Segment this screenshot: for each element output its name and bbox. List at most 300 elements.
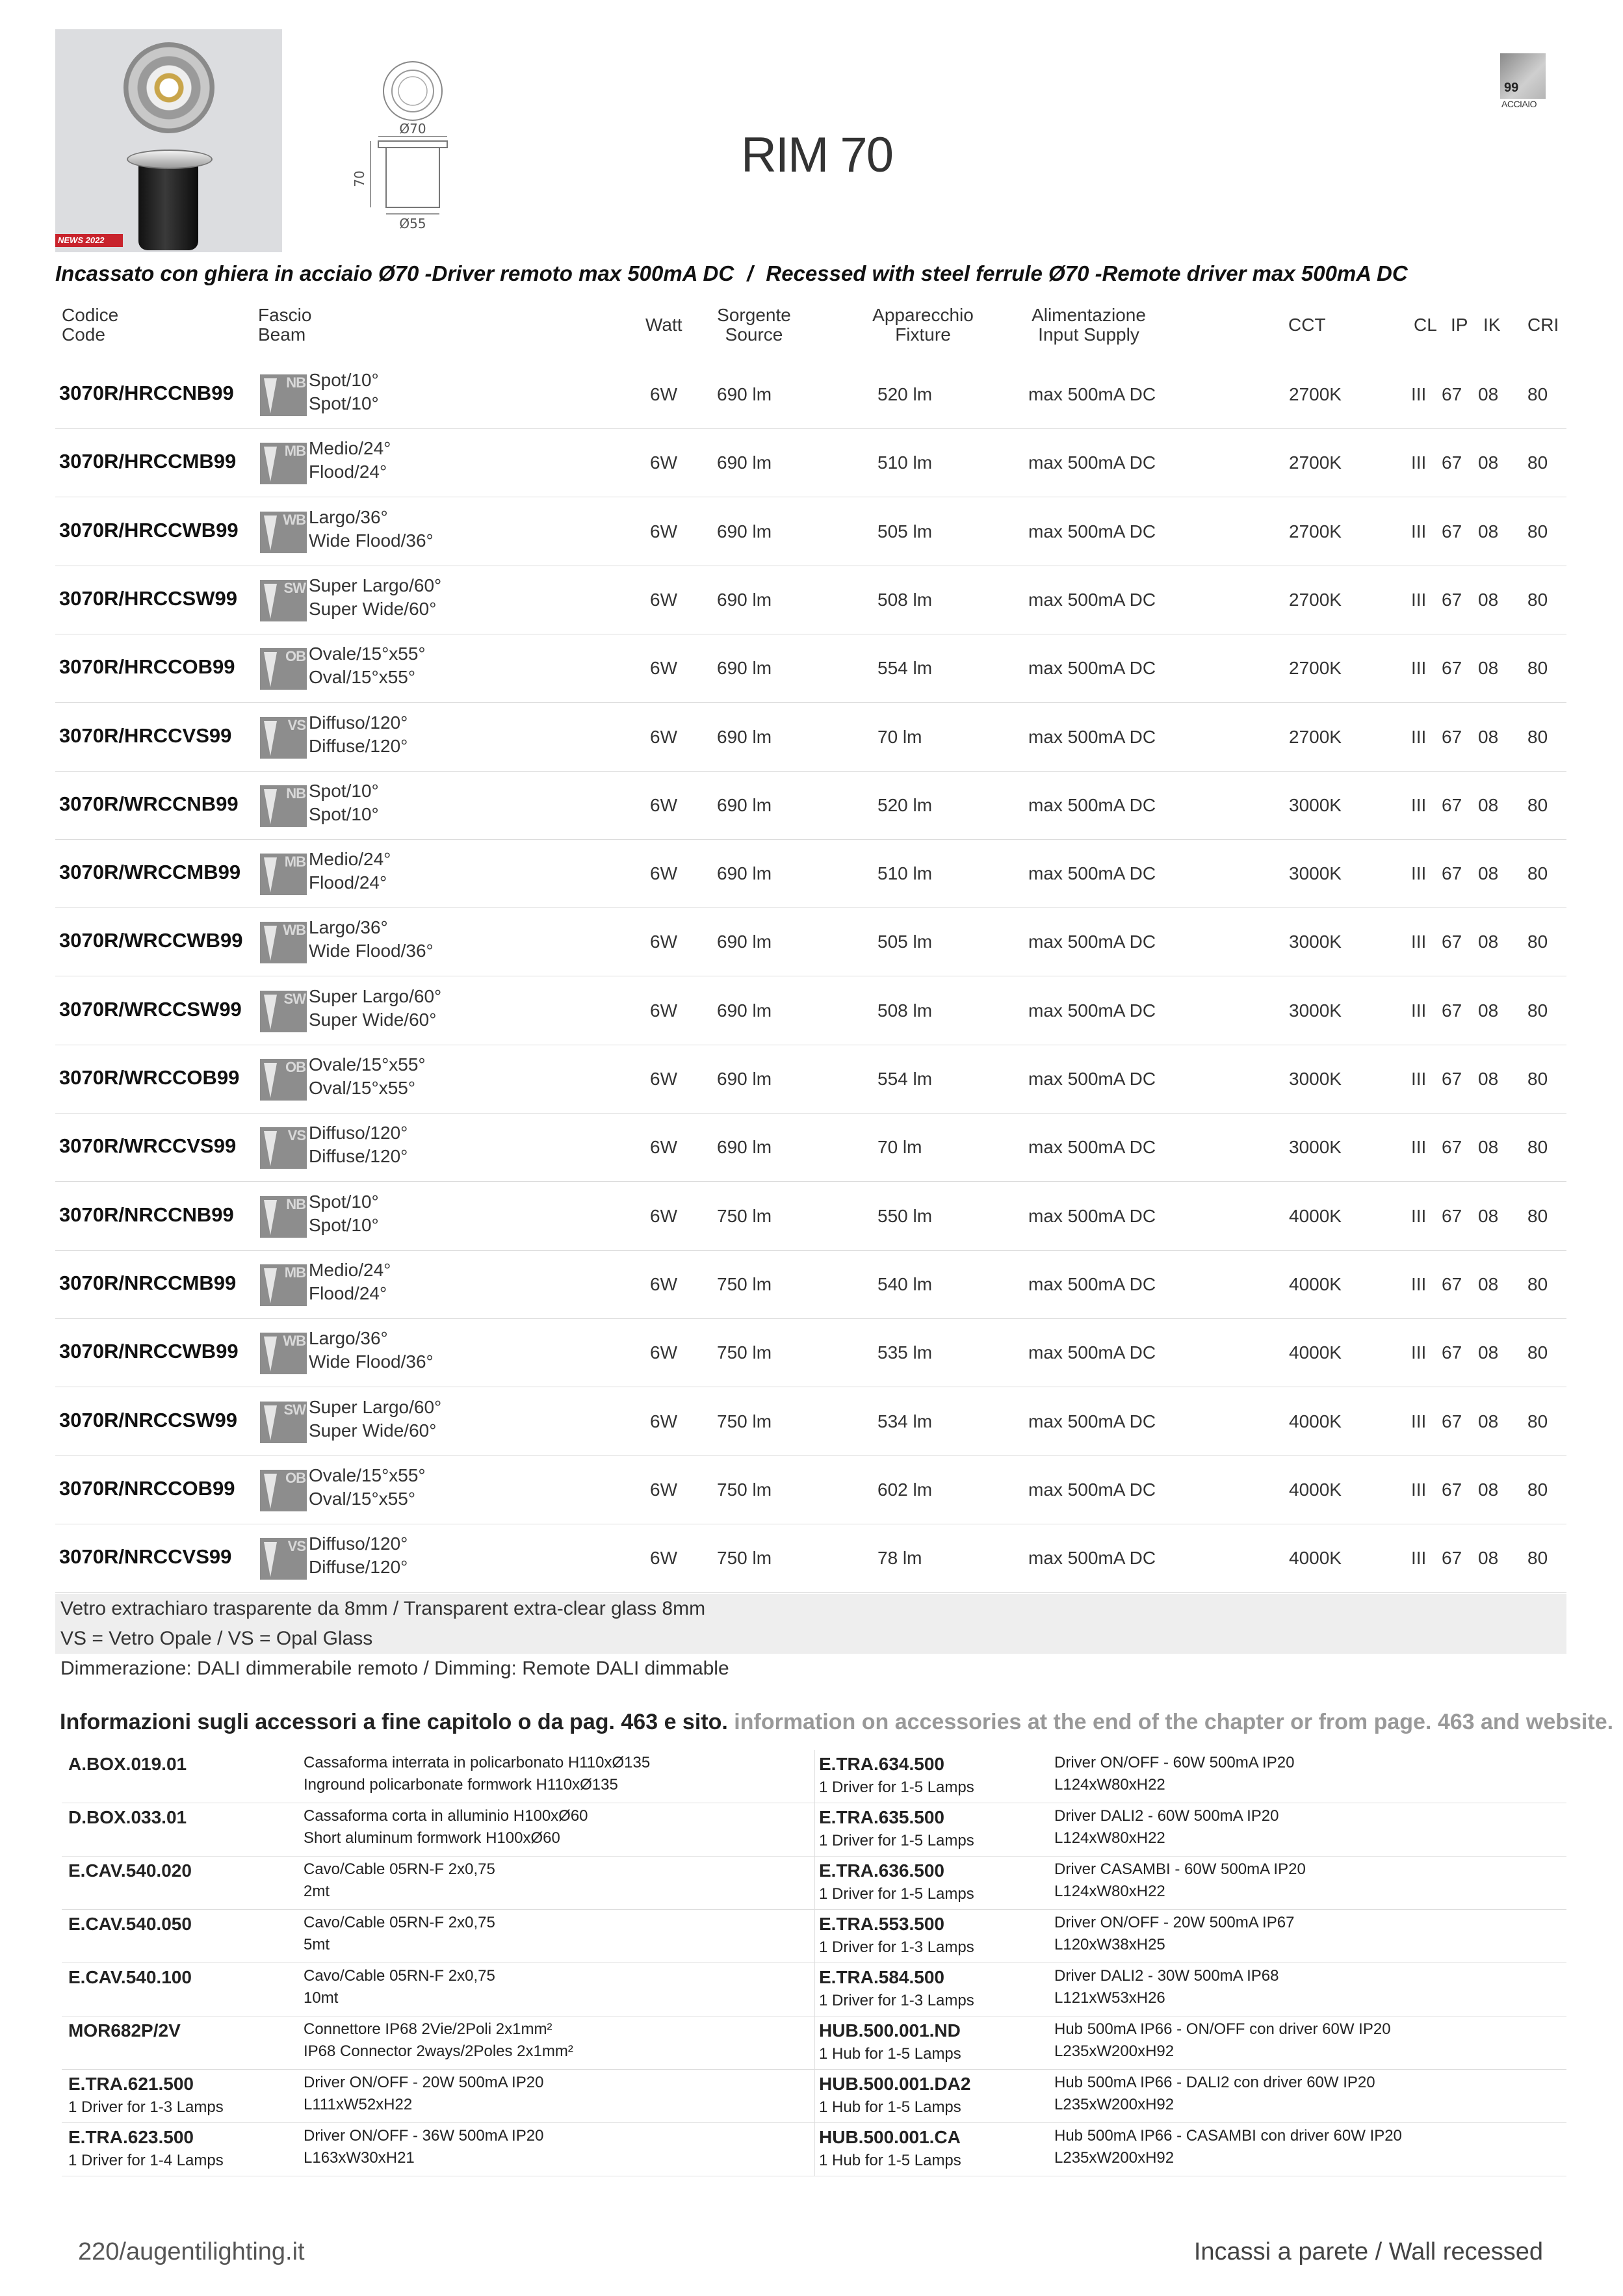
beam-it: Ovale/15°x55° [309,1054,426,1075]
product-code: 3070R/NRCCSW99 [59,1408,237,1431]
cell-supply: max 500mA DC [1028,1000,1156,1021]
beam-shape [264,1200,277,1235]
accessory-note: 1 Driver for 1-3 Lamps [68,2098,224,2116]
product-code: 3070R/WRCCSW99 [59,997,242,1021]
beam-en: Wide Flood/36° [309,941,434,961]
cell-cl: III [1411,932,1427,952]
cell-fixture: 554 lm [877,658,933,679]
cell-watt: 6W [650,589,677,610]
accessory-desc-en: IP68 Connector 2ways/2Poles 2x1mm² [304,2042,573,2060]
accessory-desc-en: 5mt [304,1936,330,1953]
cell-ik: 08 [1478,932,1499,952]
product-code: 3070R/NRCCMB99 [59,1271,237,1294]
beam-en: Oval/15°x55° [309,1488,416,1509]
cell-fixture: 70 lm [877,726,922,747]
beam-en: Spot/10° [309,1214,379,1235]
accessory-desc: Driver CASAMBI - 60W 500mA IP20 [1054,1860,1306,1878]
cell-ik: 08 [1478,1273,1499,1294]
beam-it: Super Largo/60° [309,1396,442,1417]
accessory-code: HUB.500.001.DA2 [819,2074,971,2094]
cell-fixture: 535 lm [877,1342,933,1363]
cell-ik: 08 [1478,1000,1499,1021]
beam-it: Largo/36° [309,1328,388,1349]
accessory-note: 1 Hub for 1-5 Lamps [819,2098,961,2116]
cell-watt: 6W [650,1205,677,1226]
accessory-code: E.TRA.634.500 [819,1754,944,1774]
product-code: 3070R/HRCCOB99 [59,655,235,679]
cell-supply: max 500mA DC [1028,589,1156,610]
accessory-dimensions: L235xW200xH92 [1054,2042,1175,2060]
col-header-code-en: Code [62,324,105,345]
accessory-desc-en: L111xW52xH22 [304,2096,413,2113]
beam-icon-label: NB [286,785,305,802]
cell-fixture: 508 lm [877,1000,933,1021]
beam-icon-label: MB [284,443,305,460]
accessory-code: E.TRA.623.500 [68,2127,194,2147]
accessory-row [62,2016,1566,2070]
accessory-desc-it: Cavo/Cable 05RN-F 2x0,75 [304,1860,495,1878]
beam-en: Spot/10° [309,803,379,824]
cell-supply: max 500mA DC [1028,384,1156,404]
beam-icon [260,785,307,827]
accessory-desc: Driver DALI2 - 30W 500mA IP68 [1054,1967,1279,1985]
cell-cri: 80 [1527,521,1548,541]
product-body [138,159,198,250]
beam-shape [264,584,277,619]
cell-cct: 4000K [1289,1479,1342,1500]
table-row [55,360,1566,429]
cell-supply: max 500mA DC [1028,863,1156,884]
accessory-row [62,1910,1566,1963]
accessory-row [62,1857,1566,1910]
product-flange [127,150,213,169]
cell-ip: 67 [1442,452,1462,473]
beam-text [309,848,391,894]
cell-source: 750 lm [717,1479,772,1500]
accessory-dimensions: L124xW80xH22 [1054,1829,1165,1847]
accessory-dimensions: L121xW53xH26 [1054,1989,1165,2007]
cell-ik: 08 [1478,794,1499,815]
accessories-title-it: Informazioni sugli accessori a fine capitolo o da pag. 463 e sito. [60,1710,728,1734]
accessory-desc-it: Driver ON/OFF - 20W 500mA IP20 [304,2074,544,2091]
cell-cct: 4000K [1289,1342,1342,1363]
column-divider [814,1857,815,1909]
table-row [55,1524,1566,1593]
cell-watt: 6W [650,1273,677,1294]
cell-source: 750 lm [717,1548,772,1569]
subtitle-separator: / [747,261,753,285]
cell-cl: III [1411,726,1427,747]
cell-cct: 3000K [1289,932,1342,952]
table-row [55,566,1566,634]
accessory-dimensions: L120xW38xH25 [1054,1936,1165,1953]
cell-ip: 67 [1442,589,1462,610]
cell-fixture: 505 lm [877,932,933,952]
product-code: 3070R/WRCCOB99 [59,1066,240,1089]
cell-ip: 67 [1442,1411,1462,1431]
product-code: 3070R/WRCCWB99 [59,929,243,952]
cell-source: 750 lm [717,1273,772,1294]
table-row [55,976,1566,1045]
product-code: 3070R/HRCCWB99 [59,518,239,541]
accessory-code: E.TRA.621.500 [68,2074,194,2094]
cell-fixture: 520 lm [877,794,933,815]
cell-watt: 6W [650,863,677,884]
notes [55,1594,1566,1684]
accessory-desc-it: Cassaforma interrata in policarbonato H110xØ135 [304,1754,651,1771]
beam-en: Oval/15°x55° [309,667,416,688]
beam-icon [260,1402,307,1443]
beam-shape [264,1063,277,1098]
table-row [55,1455,1566,1524]
product-code: 3070R/HRCCNB99 [59,382,234,404]
accessory-desc: Hub 500mA IP66 - CASAMBI con driver 60W IP20 [1054,2127,1402,2145]
footer-section: Incassi a parete / Wall recessed [1193,2238,1543,2265]
accessory-note: 1 Driver for 1-3 Lamps [819,1938,974,1956]
technical-drawing [351,55,468,231]
accessory-note: 1 Driver for 1-3 Lamps [819,1992,974,2009]
column-divider [814,2070,815,2122]
cell-source: 750 lm [717,1205,772,1226]
cell-cl: III [1411,1137,1427,1158]
cell-cl: III [1411,1411,1427,1431]
beam-icon-label: WB [283,511,305,528]
col-header-supply-en: Input Supply [1038,324,1139,345]
beam-text [309,437,391,484]
accessory-dimensions: L235xW200xH92 [1054,2096,1175,2113]
cell-fixture: 508 lm [877,589,933,610]
beam-shape [264,926,277,961]
beam-en: Flood/24° [309,1283,387,1303]
cell-cct: 4000K [1289,1411,1342,1431]
cell-ip: 67 [1442,1069,1462,1089]
drawing-side-dim: 70 [352,170,367,187]
cell-source: 690 lm [717,794,772,815]
beam-text [309,369,379,415]
cell-supply: max 500mA DC [1028,1548,1156,1569]
accessory-desc: Hub 500mA IP66 - ON/OFF con driver 60W IP20 [1054,2020,1391,2038]
cell-source: 690 lm [717,726,772,747]
column-divider [814,1803,815,1856]
accessory-code: E.CAV.540.050 [68,1914,192,1934]
cell-ik: 08 [1478,452,1499,473]
cell-source: 750 lm [717,1342,772,1363]
col-header-fixture [845,306,1001,345]
accessory-dimensions: L124xW80xH22 [1054,1883,1165,1900]
product-code: 3070R/HRCCSW99 [59,586,237,610]
beam-en: Flood/24° [309,462,387,482]
cell-ik: 08 [1478,1205,1499,1226]
cell-fixture: 510 lm [877,452,933,473]
cell-ik: 08 [1478,1137,1499,1158]
cell-source: 690 lm [717,1069,772,1089]
accessory-note: 1 Driver for 1-4 Lamps [68,2152,224,2169]
finish-number: 99 [1504,81,1519,95]
accessory-note: 1 Hub for 1-5 Lamps [819,2152,961,2169]
cell-ik: 08 [1478,726,1499,747]
beam-icon [260,922,307,963]
drawing-top-dim: Ø70 [399,121,426,137]
accessory-code: E.TRA.584.500 [819,1967,944,1987]
table-row [55,428,1566,497]
beam-shape [264,515,277,551]
accessory-note: 1 Driver for 1-5 Lamps [819,1885,974,1903]
cell-cl: III [1411,521,1427,541]
beam-shape [264,721,277,756]
cell-cri: 80 [1527,384,1548,404]
cell-ik: 08 [1478,1548,1499,1569]
cell-supply: max 500mA DC [1028,658,1156,679]
beam-it: Spot/10° [309,1191,379,1212]
accessory-code: HUB.500.001.CA [819,2127,961,2147]
beam-shape [264,789,277,824]
accessory-desc-it: Cassaforma corta in alluminio H100xØ60 [304,1807,588,1825]
accessory-desc: Driver DALI2 - 60W 500mA IP20 [1054,1807,1279,1825]
cell-watt: 6W [650,1548,677,1569]
accessory-desc-it: Connettore IP68 2Vie/2Poli 2x1mm² [304,2020,552,2038]
cell-cri: 80 [1527,1411,1548,1431]
beam-text [309,916,434,963]
note-opal: VS = Vetro Opale / VS = Opal Glass [55,1624,1566,1654]
product-code: 3070R/NRCCNB99 [59,1203,234,1226]
beam-icon [260,1196,307,1238]
beam-icon [260,991,307,1032]
cell-ip: 67 [1442,1548,1462,1569]
col-header-code-it: Codice [62,305,119,325]
cell-watt: 6W [650,1342,677,1363]
accessory-note: 1 Driver for 1-5 Lamps [819,1832,974,1849]
beam-en: Wide Flood/36° [309,1351,434,1372]
beam-text [309,506,434,553]
finish-label: ACCIAIO [1501,99,1537,109]
cell-watt: 6W [650,1479,677,1500]
cell-cct: 3000K [1289,1137,1342,1158]
cell-supply: max 500mA DC [1028,726,1156,747]
accessory-row [62,1963,1566,2016]
cell-cct: 3000K [1289,1000,1342,1021]
table-row [55,771,1566,840]
col-header-supply [1014,306,1163,345]
cell-cct: 3000K [1289,1069,1342,1089]
beam-text [309,1532,408,1579]
beam-it: Super Largo/60° [309,985,442,1006]
beam-icon [260,443,307,484]
cell-watt: 6W [650,794,677,815]
col-header-source-it: Sorgente [717,305,791,325]
accessory-code: E.TRA.636.500 [819,1860,944,1881]
cell-supply: max 500mA DC [1028,1273,1156,1294]
column-divider [814,1963,815,2016]
cell-cri: 80 [1527,452,1548,473]
beam-icon-label: WB [283,1333,305,1350]
beam-it: Spot/10° [309,780,379,801]
cell-ip: 67 [1442,658,1462,679]
cell-source: 690 lm [717,658,772,679]
cell-cl: III [1411,452,1427,473]
beam-icon [260,580,307,621]
cell-ip: 67 [1442,794,1462,815]
beam-en: Super Wide/60° [309,1009,437,1030]
accessory-code: E.CAV.540.100 [68,1967,192,1987]
col-header-cct: CCT [1288,315,1326,335]
cell-cct: 2700K [1289,589,1342,610]
beam-en: Super Wide/60° [309,598,437,619]
cell-cri: 80 [1527,794,1548,815]
subtitle [55,261,1408,286]
beam-icon [260,374,307,416]
beam-shape [264,857,277,893]
col-header-fixture-en: Fixture [895,324,951,345]
cell-ik: 08 [1478,1342,1499,1363]
cell-cct: 2700K [1289,658,1342,679]
product-code: 3070R/NRCCWB99 [59,1340,239,1363]
table-row [55,1113,1566,1182]
accessory-row [62,1803,1566,1857]
col-header-supply-it: Alimentazione [1032,305,1146,325]
cell-cl: III [1411,1479,1427,1500]
cell-source: 690 lm [717,521,772,541]
product-top-view [123,42,214,133]
cell-ik: 08 [1478,589,1499,610]
cell-watt: 6W [650,452,677,473]
accessory-code: D.BOX.033.01 [68,1807,187,1827]
accessory-code: E.TRA.553.500 [819,1914,944,1934]
beam-text [309,1053,426,1100]
column-divider [814,2016,815,2069]
cell-cri: 80 [1527,1000,1548,1021]
beam-icon [260,1333,307,1374]
accessories-title-en: information on accessories at the end of the chapter or from page. 463 and website. [734,1710,1614,1734]
col-header-source-en: Source [725,324,783,345]
cell-ik: 08 [1478,521,1499,541]
cell-cl: III [1411,384,1427,404]
cell-ip: 67 [1442,1000,1462,1021]
accessory-desc: Hub 500mA IP66 - DALI2 con driver 60W IP20 [1054,2074,1375,2091]
beam-icon-label: SW [283,1401,305,1418]
col-header-fixture-it: Apparecchio [872,305,974,325]
accessory-dimensions: L124xW80xH22 [1054,1776,1165,1794]
product-code: 3070R/NRCCOB99 [59,1476,235,1500]
col-header-beam [258,306,311,345]
cell-supply: max 500mA DC [1028,1411,1156,1431]
table-row [55,907,1566,976]
accessory-code: A.BOX.019.01 [68,1754,187,1774]
beam-it: Medio/24° [309,438,391,459]
accessory-dimensions: L235xW200xH92 [1054,2149,1175,2167]
beam-text [309,711,408,758]
cell-cl: III [1411,794,1427,815]
table-row [55,1387,1566,1456]
product-code: 3070R/WRCCMB99 [59,861,241,884]
cell-supply: max 500mA DC [1028,1137,1156,1158]
accessory-code: MOR682P/2V [68,2020,181,2041]
cell-cri: 80 [1527,1548,1548,1569]
accessories-table [62,1750,1566,2176]
beam-it: Diffuso/120° [309,712,408,733]
cell-fixture: 550 lm [877,1205,933,1226]
beam-text [309,779,379,826]
beam-icon-label: VS [287,1127,305,1144]
cell-ip: 67 [1442,1137,1462,1158]
cell-cct: 3000K [1289,794,1342,815]
cell-cri: 80 [1527,1137,1548,1158]
cell-cct: 4000K [1289,1273,1342,1294]
cell-cl: III [1411,863,1427,884]
cell-ik: 08 [1478,1479,1499,1500]
beam-en: Diffuse/120° [309,735,408,756]
beam-icon-label: OB [285,648,305,665]
accessory-desc-it: Driver ON/OFF - 36W 500mA IP20 [304,2127,544,2145]
cell-fixture: 78 lm [877,1548,922,1569]
beam-icon [260,1538,307,1580]
beam-icon-label: OB [285,1059,305,1075]
beam-text [309,1464,426,1511]
note-glass: Vetro extrachiaro trasparente da 8mm / Transparent extra-clear glass 8mm [55,1594,1566,1624]
cell-supply: max 500mA DC [1028,521,1156,541]
cell-cct: 3000K [1289,863,1342,884]
cell-cri: 80 [1527,658,1548,679]
cell-ik: 08 [1478,384,1499,404]
table-row [55,497,1566,566]
beam-en: Super Wide/60° [309,1420,437,1441]
col-header-ip: IP [1451,315,1468,335]
cell-cri: 80 [1527,1069,1548,1089]
beam-icon [260,854,307,895]
cell-supply: max 500mA DC [1028,932,1156,952]
beam-it: Super Largo/60° [309,575,442,595]
beam-en: Oval/15°x55° [309,1078,416,1098]
accessory-desc-en: Inground policarbonate formwork H110xØ135 [304,1776,618,1794]
cell-ip: 67 [1442,863,1462,884]
col-header-ik: IK [1483,315,1501,335]
cell-cct: 4000K [1289,1548,1342,1569]
accessory-note: 1 Hub for 1-5 Lamps [819,2045,961,2063]
cell-cri: 80 [1527,726,1548,747]
beam-shape [264,652,277,687]
cell-cl: III [1411,1342,1427,1363]
beam-icon [260,1470,307,1511]
accessory-desc-en: L163xW30xH21 [304,2149,415,2167]
beam-icon [260,1264,307,1306]
beam-icon-label: WB [283,922,305,939]
cell-fixture: 70 lm [877,1137,922,1158]
cell-cl: III [1411,1069,1427,1089]
beam-it: Diffuso/120° [309,1533,408,1554]
cell-ip: 67 [1442,521,1462,541]
footer-website[interactable]: 220/augentilighting.it [78,2238,305,2265]
beam-icon [260,1059,307,1101]
product-code: 3070R/WRCCVS99 [59,1134,237,1158]
cell-supply: max 500mA DC [1028,794,1156,815]
drawing-bottom-dim: Ø55 [399,216,426,231]
column-divider [814,1750,815,1803]
cell-cct: 2700K [1289,452,1342,473]
beam-it: Diffuso/120° [309,1123,408,1143]
cell-cl: III [1411,1273,1427,1294]
beam-icon-label: OB [285,1469,305,1486]
cell-fixture: 540 lm [877,1273,933,1294]
beam-icon [260,717,307,759]
beam-en: Spot/10° [309,393,379,413]
cell-source: 750 lm [717,1411,772,1431]
beam-icon-label: VS [287,1538,305,1555]
cell-ik: 08 [1478,863,1499,884]
subtitle-it: Incassato con ghiera in acciaio Ø70 -Driver remoto max 500mA DC [55,261,734,285]
page-title: RIM 70 [741,127,892,183]
cell-source: 690 lm [717,384,772,404]
beam-text [309,1396,441,1442]
product-code: 3070R/NRCCVS99 [59,1545,232,1569]
